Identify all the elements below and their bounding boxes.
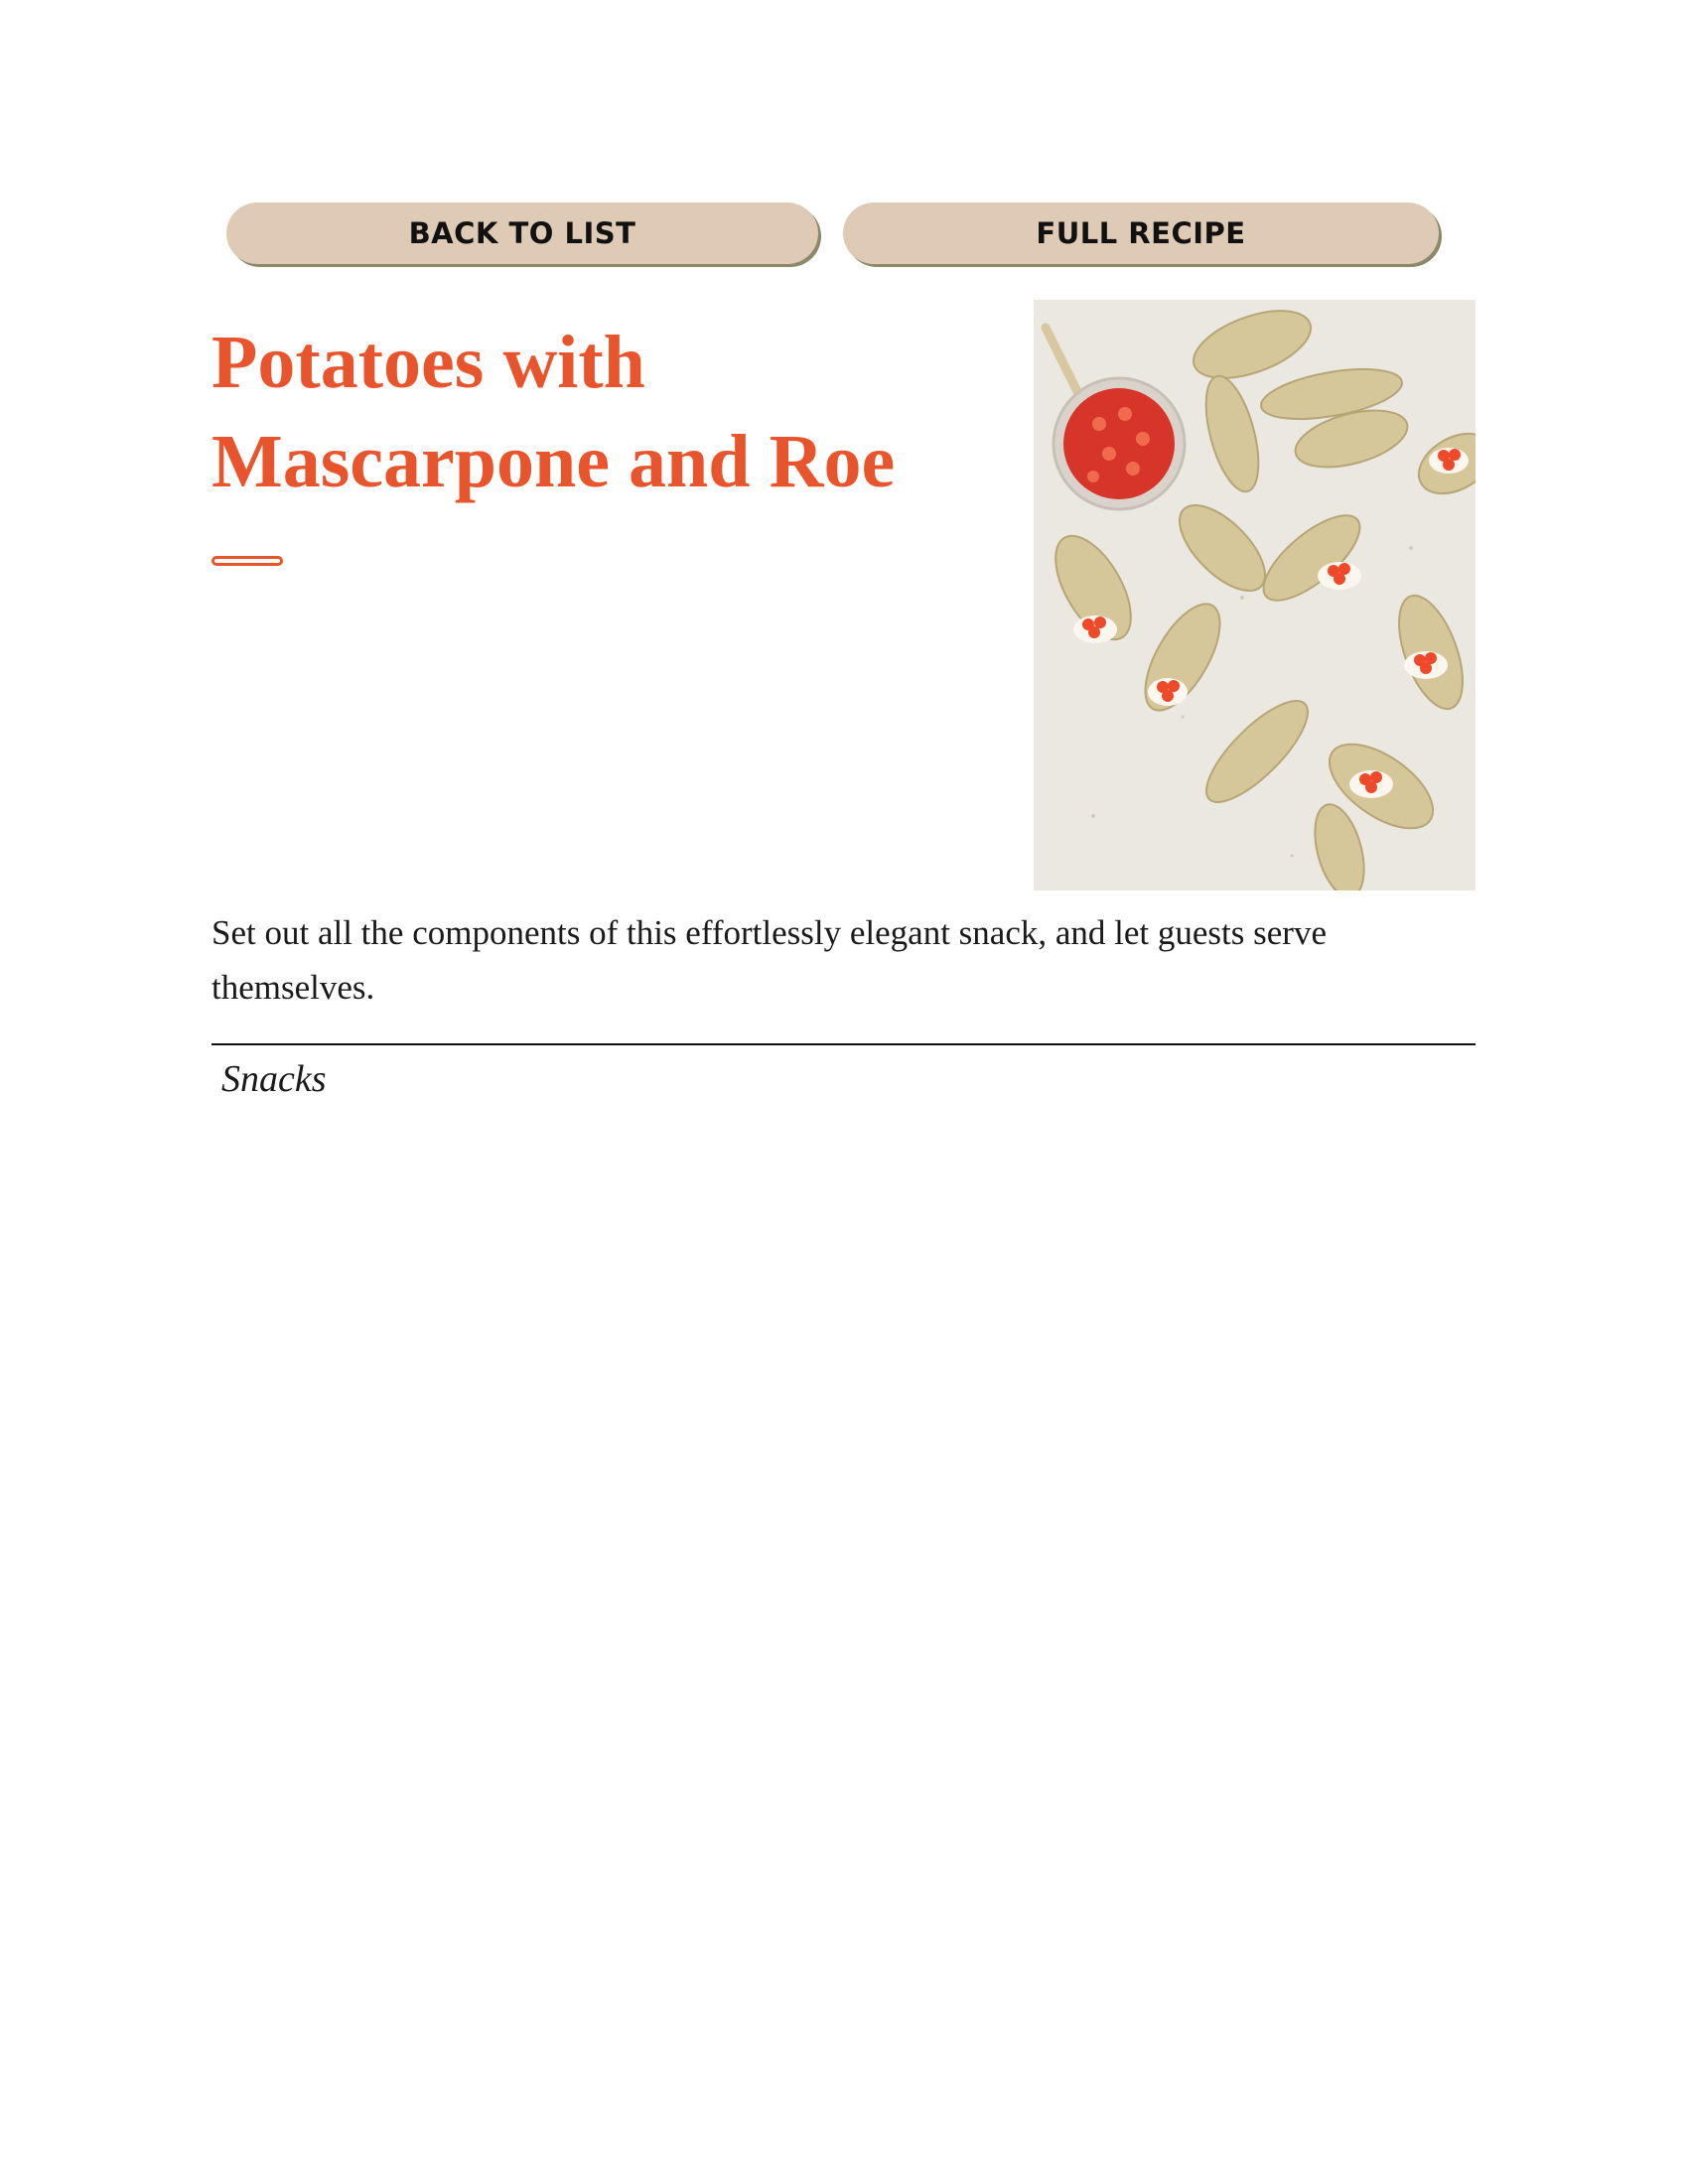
recipe-title-line-2: Mascarpone and Roe: [211, 420, 896, 503]
title-accent-rule: [211, 556, 283, 566]
recipe-title: [211, 313, 966, 511]
recipe-title-line-1: Potatoes with: [211, 321, 645, 404]
full-recipe-button[interactable]: FULL RECIPE: [843, 203, 1439, 264]
recipe-category: Snacks: [221, 1058, 327, 1100]
back-to-list-button[interactable]: BACK TO LIST: [226, 203, 818, 264]
recipe-photo: [1034, 300, 1476, 890]
section-divider: [211, 1043, 1476, 1045]
potatoes-roe-illustration: [1034, 300, 1476, 890]
recipe-description: Set out all the components of this effortlessly elegant snack, and let guests serve themselves.: [211, 913, 1327, 1007]
